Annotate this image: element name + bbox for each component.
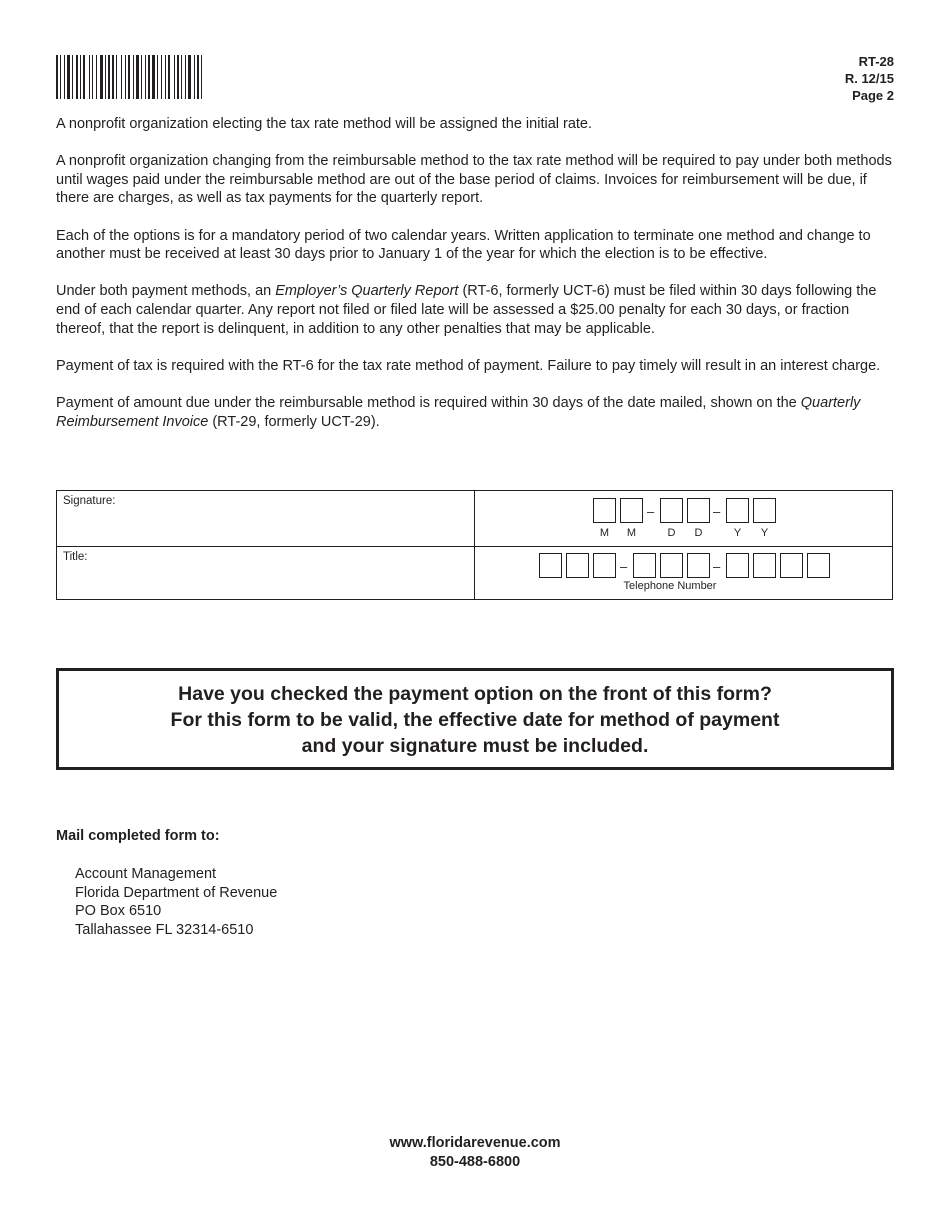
barcode-bar [152,55,155,99]
date-day-box-1[interactable] [660,498,683,523]
notice-line: For this form to be valid, the effective date for method of payment [170,709,780,731]
address-line: Account Management [75,866,217,882]
date-letter-m: M [626,527,637,539]
form-number: RT-28 [858,54,894,69]
paragraph-text: Payment of amount due under the reimbursable method is required within 30 days of the date mailed, shown on the [56,394,801,411]
title-label: Title: [63,551,88,563]
address-line: PO Box 6510 [75,903,162,920]
paragraph-mandatory-period: Each of the options is for a mandatory period of two calendar years. Written application to terminate one method and change to another must be received at least 30 days prior to January 1 of the year for which the election is to be effective. [56,227,871,263]
address-line: Tallahassee FL 32314-6510 [75,921,254,938]
form-revision: R. 12/15 [844,71,894,86]
paragraph-text: Under both payment methods, an [56,283,276,300]
report-title: Employer’s Quarterly Report [275,283,459,300]
instructions-text [56,115,898,450]
barcode-bar [67,55,70,99]
date-letter-d: D [694,527,703,539]
paragraph-reimbursable-payment [56,394,898,431]
barcode-bar [92,55,93,99]
barcode-bar [72,55,73,99]
date-month-box-2[interactable] [620,498,643,523]
barcode-bar [83,55,85,99]
barcode [56,55,280,99]
signature-field[interactable] [57,491,474,546]
barcode-bar [96,55,97,99]
date-letter-d: D [667,527,676,539]
paragraph-tax-payment: Payment of tax is required with the RT-6 for the tax rate method of payment. Failure to pay timely will result in an interest charge. [56,357,881,374]
barcode-bar [197,55,199,99]
paragraph-text: (RT-29, formerly UCT-29). [208,413,380,430]
barcode-bar [105,55,106,99]
date-letter-y: Y [760,527,769,539]
phone-number: 850-488-6800 [429,1153,521,1170]
notice-line: Have you checked the payment option on the front of this form? [178,683,772,705]
barcode-bar [56,55,58,99]
barcode-bar [165,55,166,99]
barcode-bar [141,55,142,99]
date-day-box-2[interactable] [687,498,710,523]
barcode-bar [194,55,195,99]
date-letter-m: M [599,527,610,539]
barcode-bar [188,55,191,99]
notice-line: and your signature must be included. [301,735,649,757]
mailing-address [75,865,277,939]
phone-area-box-1[interactable] [539,553,562,578]
telephone-number-label: Telephone Number [623,580,717,592]
phone-separator: – [620,559,628,574]
date-letter-y: Y [733,527,742,539]
date-year-box-1[interactable] [726,498,749,523]
barcode-bar [112,55,114,99]
barcode-bar [148,55,150,99]
barcode-bar [116,55,117,99]
barcode-bar [161,55,162,99]
mail-heading: Mail completed form to: [56,828,220,844]
barcode-bar [174,55,175,99]
address-line: Florida Department of Revenue [75,884,278,901]
barcode-bar [121,55,122,99]
validity-notice [56,668,894,770]
barcode-bar [133,55,134,99]
phone-separator: – [713,559,721,574]
barcode-bar [145,55,146,99]
date-month-box-1[interactable] [593,498,616,523]
phone-prefix-box-2[interactable] [660,553,683,578]
phone-line-box-1[interactable] [726,553,749,578]
website-link[interactable]: www.floridarevenue.com [389,1135,561,1151]
form-identifier [845,53,894,104]
phone-line-box-4[interactable] [807,553,830,578]
barcode-bar [125,55,126,99]
phone-area-box-3[interactable] [593,553,616,578]
phone-prefix-box-3[interactable] [687,553,710,578]
barcode-bar [128,55,130,99]
barcode-bar [201,55,202,99]
barcode-bar [177,55,179,99]
barcode-bar [100,55,103,99]
barcode-bar [181,55,182,99]
barcode-bar [108,55,110,99]
footer [0,1134,950,1171]
paragraph-text: (RT-6, formerly UCT-6) must be filed within 30 days following the end of each calendar quarter. Any report not filed or filed late will be assessed a $25.00 penalty for each 30 days, or fraction thereof, that the report is delinquent, in addition to any other penalties that may be applicable. [56,283,877,337]
date-year-box-2[interactable] [753,498,776,523]
date-separator: – [647,504,655,519]
barcode-bar [64,55,65,99]
signature-label: Signature: [63,495,116,507]
barcode-bar [80,55,81,99]
title-field[interactable] [57,547,474,599]
paragraph-initial-rate: A nonprofit organization electing the tax rate method will be assigned the initial rate. [56,116,593,132]
barcode-bar [76,55,78,99]
barcode-bar [136,55,139,99]
paragraph-changing-method: A nonprofit organization changing from the reimbursable method to the tax rate method will be required to pay under both methods until wages paid under the reimbursable method are out of the base period of claims. Invoices for reimbursement will be due, if there are charges, as well as tax payments for the quarterly report. [56,153,892,207]
invoice-title: Quarterly Reimbursement Invoice [56,394,861,430]
barcode-bar [168,55,170,99]
paragraph-quarterly-report [56,282,898,338]
barcode-bar [60,55,61,99]
signature-table [56,490,893,600]
phone-prefix-box-1[interactable] [633,553,656,578]
barcode-bar [89,55,90,99]
barcode-bar [185,55,186,99]
page-number: Page 2 [852,88,894,103]
barcode-bar [157,55,158,99]
phone-line-box-2[interactable] [753,553,776,578]
date-separator: – [713,504,721,519]
phone-line-box-3[interactable] [780,553,803,578]
table-divider [474,491,475,599]
phone-area-box-2[interactable] [566,553,589,578]
